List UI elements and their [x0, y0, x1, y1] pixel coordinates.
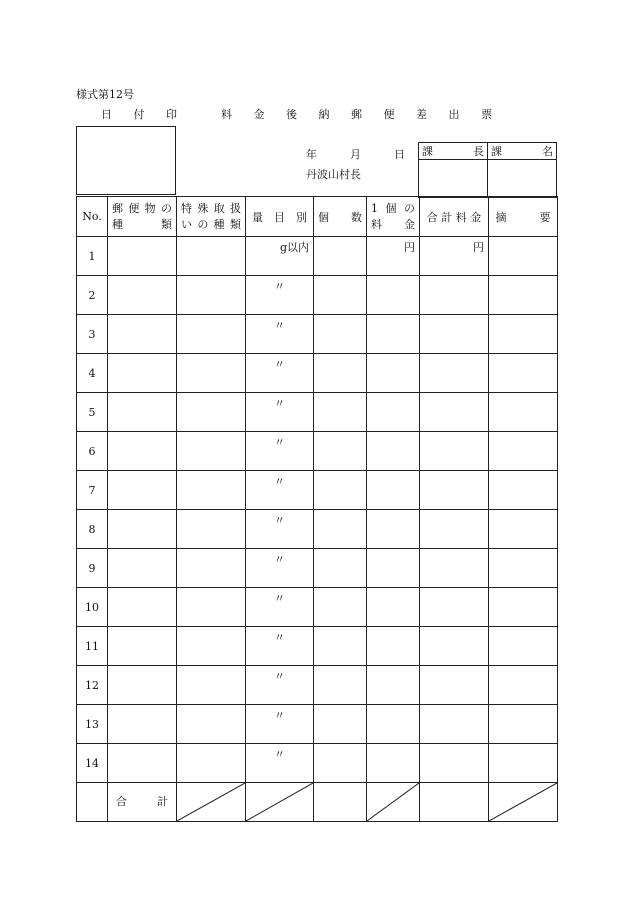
mail-type-cell[interactable] [108, 744, 177, 783]
remarks-cell[interactable] [489, 237, 558, 276]
weight-cell[interactable]: 〃 [246, 666, 314, 705]
weight-cell[interactable]: 〃 [246, 588, 314, 627]
row-number: 4 [77, 354, 108, 393]
special-handling-cell[interactable] [177, 354, 246, 393]
mail-type-cell[interactable] [108, 237, 177, 276]
remarks-cell[interactable] [489, 276, 558, 315]
unit-fee-cell[interactable] [367, 276, 420, 315]
special-handling-cell[interactable] [177, 744, 246, 783]
weight-cell[interactable]: 〃 [246, 276, 314, 315]
mail-type-cell[interactable] [108, 666, 177, 705]
unit-fee-cell[interactable] [367, 744, 420, 783]
unit-fee-cell[interactable] [367, 393, 420, 432]
section-name-seal-cell[interactable] [488, 160, 557, 198]
total-row [77, 783, 558, 822]
header-unit-fee: 1 個 の 料 金 [367, 197, 420, 237]
mail-type-cell[interactable] [108, 510, 177, 549]
mail-type-cell[interactable] [108, 471, 177, 510]
count-cell[interactable] [314, 393, 367, 432]
table-row [77, 666, 558, 705]
count-cell[interactable] [314, 315, 367, 354]
section-name-header: 課 名 [488, 143, 557, 160]
remarks-cell[interactable] [489, 471, 558, 510]
weight-cell[interactable]: 〃 [246, 354, 314, 393]
mail-type-cell[interactable] [108, 432, 177, 471]
row-number: 12 [77, 666, 108, 705]
header-count: 個 数 [314, 197, 367, 237]
total-fee-cell[interactable] [420, 315, 489, 354]
mail-list-table [76, 196, 558, 822]
total-fee-cell[interactable] [420, 783, 489, 822]
row-number: 7 [77, 471, 108, 510]
total-count-cell[interactable] [314, 783, 367, 822]
remarks-cell[interactable] [489, 510, 558, 549]
row-number: 10 [77, 588, 108, 627]
section-chief-header: 課 長 [419, 143, 488, 160]
unit-fee-cell[interactable] [367, 549, 420, 588]
unit-fee-cell[interactable] [367, 510, 420, 549]
header-remarks: 摘 要 [489, 197, 558, 237]
remarks-cell[interactable] [489, 588, 558, 627]
date-stamp-box [76, 126, 176, 195]
total-fee-cell[interactable] [420, 588, 489, 627]
remarks-cell[interactable] [489, 315, 558, 354]
remarks-cell[interactable] [489, 432, 558, 471]
count-cell[interactable] [314, 705, 367, 744]
remarks-cell[interactable] [489, 354, 558, 393]
count-cell[interactable] [314, 549, 367, 588]
total-fee-cell[interactable]: 円 [420, 237, 489, 276]
day-label: 日 [394, 148, 405, 161]
row-number: 3 [77, 315, 108, 354]
remarks-cell[interactable] [489, 549, 558, 588]
total-fee-cell[interactable] [420, 549, 489, 588]
table-row [77, 471, 558, 510]
special-handling-cell[interactable] [177, 588, 246, 627]
count-cell[interactable] [314, 627, 367, 666]
total-fee-cell[interactable] [420, 354, 489, 393]
weight-cell[interactable]: 〃 [246, 471, 314, 510]
unit-fee-cell[interactable] [367, 588, 420, 627]
table-row [77, 510, 558, 549]
special-handling-cell[interactable] [177, 393, 246, 432]
table-header-row [77, 197, 558, 237]
total-weight-slash [246, 783, 314, 822]
row-number: 14 [77, 744, 108, 783]
count-cell[interactable] [314, 432, 367, 471]
total-fee-cell[interactable] [420, 276, 489, 315]
mail-type-cell[interactable] [108, 588, 177, 627]
weight-cell[interactable]: 〃 [246, 627, 314, 666]
total-no-cell [77, 783, 108, 822]
unit-fee-cell[interactable] [367, 705, 420, 744]
month-label: 月 [350, 148, 361, 161]
unit-fee-cell[interactable] [367, 432, 420, 471]
remarks-cell[interactable] [489, 744, 558, 783]
document-title: 料 金 後 納 郵 便 差 出 票 [221, 108, 501, 121]
total-remarks-slash [489, 783, 558, 822]
issuer-name: 丹波山村長 [306, 168, 361, 181]
mail-type-cell[interactable] [108, 393, 177, 432]
row-number: 13 [77, 705, 108, 744]
date-line [306, 146, 405, 162]
weight-cell[interactable]: 〃 [246, 393, 314, 432]
count-cell[interactable] [314, 588, 367, 627]
special-handling-cell[interactable] [177, 510, 246, 549]
form-number: 様式第12号 [76, 88, 134, 101]
total-fee-cell[interactable] [420, 510, 489, 549]
header-total-fee: 合 計 料 金 [420, 197, 489, 237]
mail-type-cell[interactable] [108, 354, 177, 393]
mail-type-cell[interactable] [108, 315, 177, 354]
unit-fee-cell[interactable] [367, 315, 420, 354]
unit-fee-cell[interactable] [367, 471, 420, 510]
date-stamp-label: 日 付 印 [101, 108, 186, 121]
table-row [77, 705, 558, 744]
weight-cell[interactable]: 〃 [246, 432, 314, 471]
total-fee-cell[interactable] [420, 666, 489, 705]
row-number: 11 [77, 627, 108, 666]
unit-fee-cell[interactable] [367, 354, 420, 393]
approval-table [418, 142, 557, 198]
special-handling-cell[interactable] [177, 666, 246, 705]
mail-type-cell[interactable] [108, 627, 177, 666]
remarks-cell[interactable] [489, 705, 558, 744]
table-row [77, 237, 558, 276]
remarks-cell[interactable] [489, 393, 558, 432]
weight-cell[interactable]: 〃 [246, 315, 314, 354]
row-number: 2 [77, 276, 108, 315]
table-row [77, 744, 558, 783]
weight-cell[interactable]: 〃 [246, 510, 314, 549]
total-unit-fee-slash [367, 783, 420, 822]
total-fee-cell[interactable] [420, 627, 489, 666]
total-fee-cell[interactable] [420, 393, 489, 432]
count-cell[interactable] [314, 276, 367, 315]
special-handling-cell[interactable] [177, 276, 246, 315]
count-cell[interactable] [314, 510, 367, 549]
total-fee-cell[interactable] [420, 705, 489, 744]
table-row [77, 549, 558, 588]
special-handling-cell[interactable] [177, 705, 246, 744]
weight-cell[interactable]: 〃 [246, 744, 314, 783]
header-weight: 量 目 別 [246, 197, 314, 237]
count-cell[interactable] [314, 471, 367, 510]
table-row [77, 432, 558, 471]
row-number: 9 [77, 549, 108, 588]
table-row [77, 393, 558, 432]
count-cell[interactable] [314, 666, 367, 705]
mail-type-cell[interactable] [108, 276, 177, 315]
special-handling-cell[interactable] [177, 471, 246, 510]
table-row [77, 315, 558, 354]
total-fee-cell[interactable] [420, 432, 489, 471]
unit-fee-cell[interactable] [367, 666, 420, 705]
row-number: 5 [77, 393, 108, 432]
special-handling-cell[interactable] [177, 237, 246, 276]
section-chief-seal-cell[interactable] [419, 160, 488, 198]
count-cell[interactable] [314, 237, 367, 276]
row-number: 6 [77, 432, 108, 471]
table-row [77, 354, 558, 393]
special-handling-cell[interactable] [177, 627, 246, 666]
total-fee-cell[interactable] [420, 744, 489, 783]
total-label: 合 計 [108, 783, 177, 822]
special-handling-cell[interactable] [177, 549, 246, 588]
mail-type-cell[interactable] [108, 549, 177, 588]
weight-cell[interactable]: g以内 [246, 237, 314, 276]
header-no: No. [77, 197, 108, 237]
special-handling-cell[interactable] [177, 432, 246, 471]
table-row [77, 588, 558, 627]
header-special-handling: 特 殊 取 扱 い の 種 類 [177, 197, 246, 237]
unit-fee-cell[interactable]: 円 [367, 237, 420, 276]
weight-cell[interactable]: 〃 [246, 549, 314, 588]
special-handling-cell[interactable] [177, 315, 246, 354]
table-row [77, 627, 558, 666]
row-number: 8 [77, 510, 108, 549]
total-special-slash [177, 783, 246, 822]
table-row [77, 276, 558, 315]
weight-cell[interactable]: 〃 [246, 705, 314, 744]
remarks-cell[interactable] [489, 627, 558, 666]
count-cell[interactable] [314, 744, 367, 783]
mail-type-cell[interactable] [108, 705, 177, 744]
header-mail-type: 郵 便 物 の 種 類 [108, 197, 177, 237]
year-label: 年 [306, 148, 317, 161]
total-fee-cell[interactable] [420, 471, 489, 510]
unit-fee-cell[interactable] [367, 627, 420, 666]
count-cell[interactable] [314, 354, 367, 393]
remarks-cell[interactable] [489, 666, 558, 705]
row-number: 1 [77, 237, 108, 276]
